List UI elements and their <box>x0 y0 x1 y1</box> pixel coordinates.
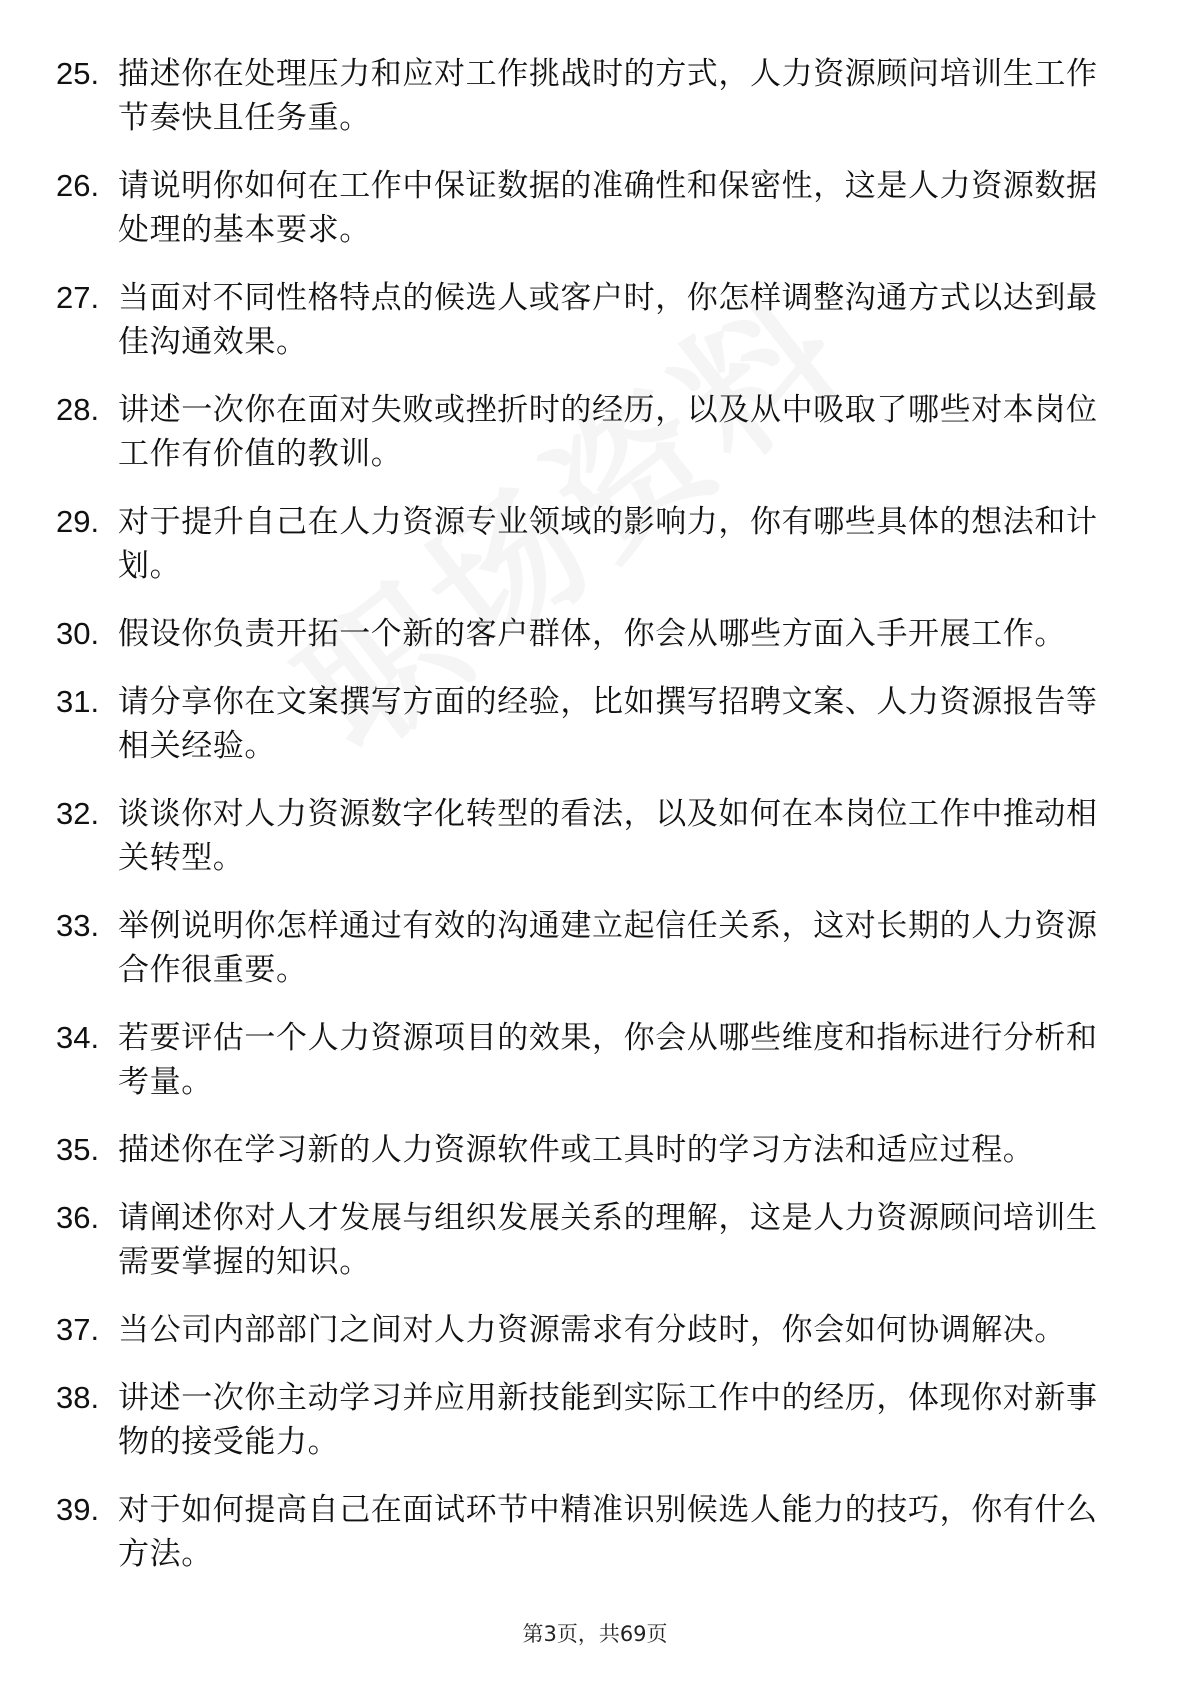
question-text: 请说明你如何在工作中保证数据的准确性和保密性，这是人力资源数据处理的基本要求。 <box>118 168 1098 248</box>
question-number: 39. <box>56 1492 100 1527</box>
page-number: 第3页，共69页 <box>522 1622 668 1646</box>
question-item <box>56 792 1116 880</box>
question-item <box>56 164 1116 252</box>
question-text: 若要评估一个人力资源项目的效果，你会从哪些维度和指标进行分析和考量。 <box>118 1020 1098 1100</box>
question-number: 26. <box>56 168 100 203</box>
question-item <box>56 52 1116 140</box>
question-number: 30. <box>56 616 100 651</box>
question-item <box>56 904 1116 992</box>
question-text: 对于提升自己在人力资源专业领域的影响力，你有哪些具体的想法和计划。 <box>118 504 1098 584</box>
question-item <box>56 1196 1116 1284</box>
question-text: 当公司内部部门之间对人力资源需求有分歧时，你会如何协调解决。 <box>118 1312 1066 1348</box>
question-text: 描述你在处理压力和应对工作挑战时的方式，人力资源顾问培训生工作节奏快且任务重。 <box>118 56 1098 136</box>
question-item <box>56 388 1116 476</box>
question-text: 讲述一次你主动学习并应用新技能到实际工作中的经历，体现你对新事物的接受能力。 <box>118 1380 1098 1460</box>
question-item <box>56 680 1116 768</box>
question-item <box>56 1016 1116 1104</box>
question-item <box>56 1308 1116 1352</box>
question-item <box>56 1488 1116 1576</box>
question-text: 讲述一次你在面对失败或挫折时的经历，以及从中吸取了哪些对本岗位工作有价值的教训。 <box>118 392 1098 472</box>
question-text: 对于如何提高自己在面试环节中精准识别候选人能力的技巧，你有什么方法。 <box>118 1492 1098 1572</box>
question-list <box>56 52 1116 1600</box>
question-item <box>56 1376 1116 1464</box>
question-number: 35. <box>56 1132 100 1167</box>
question-number: 38. <box>56 1380 100 1415</box>
question-number: 25. <box>56 56 100 91</box>
question-item <box>56 612 1116 656</box>
question-number: 37. <box>56 1312 100 1347</box>
question-number: 27. <box>56 280 100 315</box>
question-text: 举例说明你怎样通过有效的沟通建立起信任关系，这对长期的人力资源合作很重要。 <box>118 908 1098 988</box>
question-number: 36. <box>56 1200 100 1235</box>
question-number: 29. <box>56 504 100 539</box>
question-item <box>56 500 1116 588</box>
question-number: 28. <box>56 392 100 427</box>
question-number: 33. <box>56 908 100 943</box>
question-text: 请分享你在文案撰写方面的经验，比如撰写招聘文案、人力资源报告等相关经验。 <box>118 684 1098 764</box>
question-text: 假设你负责开拓一个新的客户群体，你会从哪些方面入手开展工作。 <box>118 616 1066 652</box>
question-text: 请阐述你对人才发展与组织发展关系的理解，这是人力资源顾问培训生需要掌握的知识。 <box>118 1200 1098 1280</box>
question-item <box>56 1128 1116 1172</box>
question-text: 当面对不同性格特点的候选人或客户时，你怎样调整沟通方式以达到最佳沟通效果。 <box>118 280 1098 360</box>
question-number: 31. <box>56 684 100 719</box>
question-text: 谈谈你对人力资源数字化转型的看法，以及如何在本岗位工作中推动相关转型。 <box>118 796 1098 876</box>
question-text: 描述你在学习新的人力资源软件或工具时的学习方法和适应过程。 <box>118 1132 1035 1168</box>
question-item <box>56 276 1116 364</box>
question-number: 32. <box>56 796 100 831</box>
question-number: 34. <box>56 1020 100 1055</box>
